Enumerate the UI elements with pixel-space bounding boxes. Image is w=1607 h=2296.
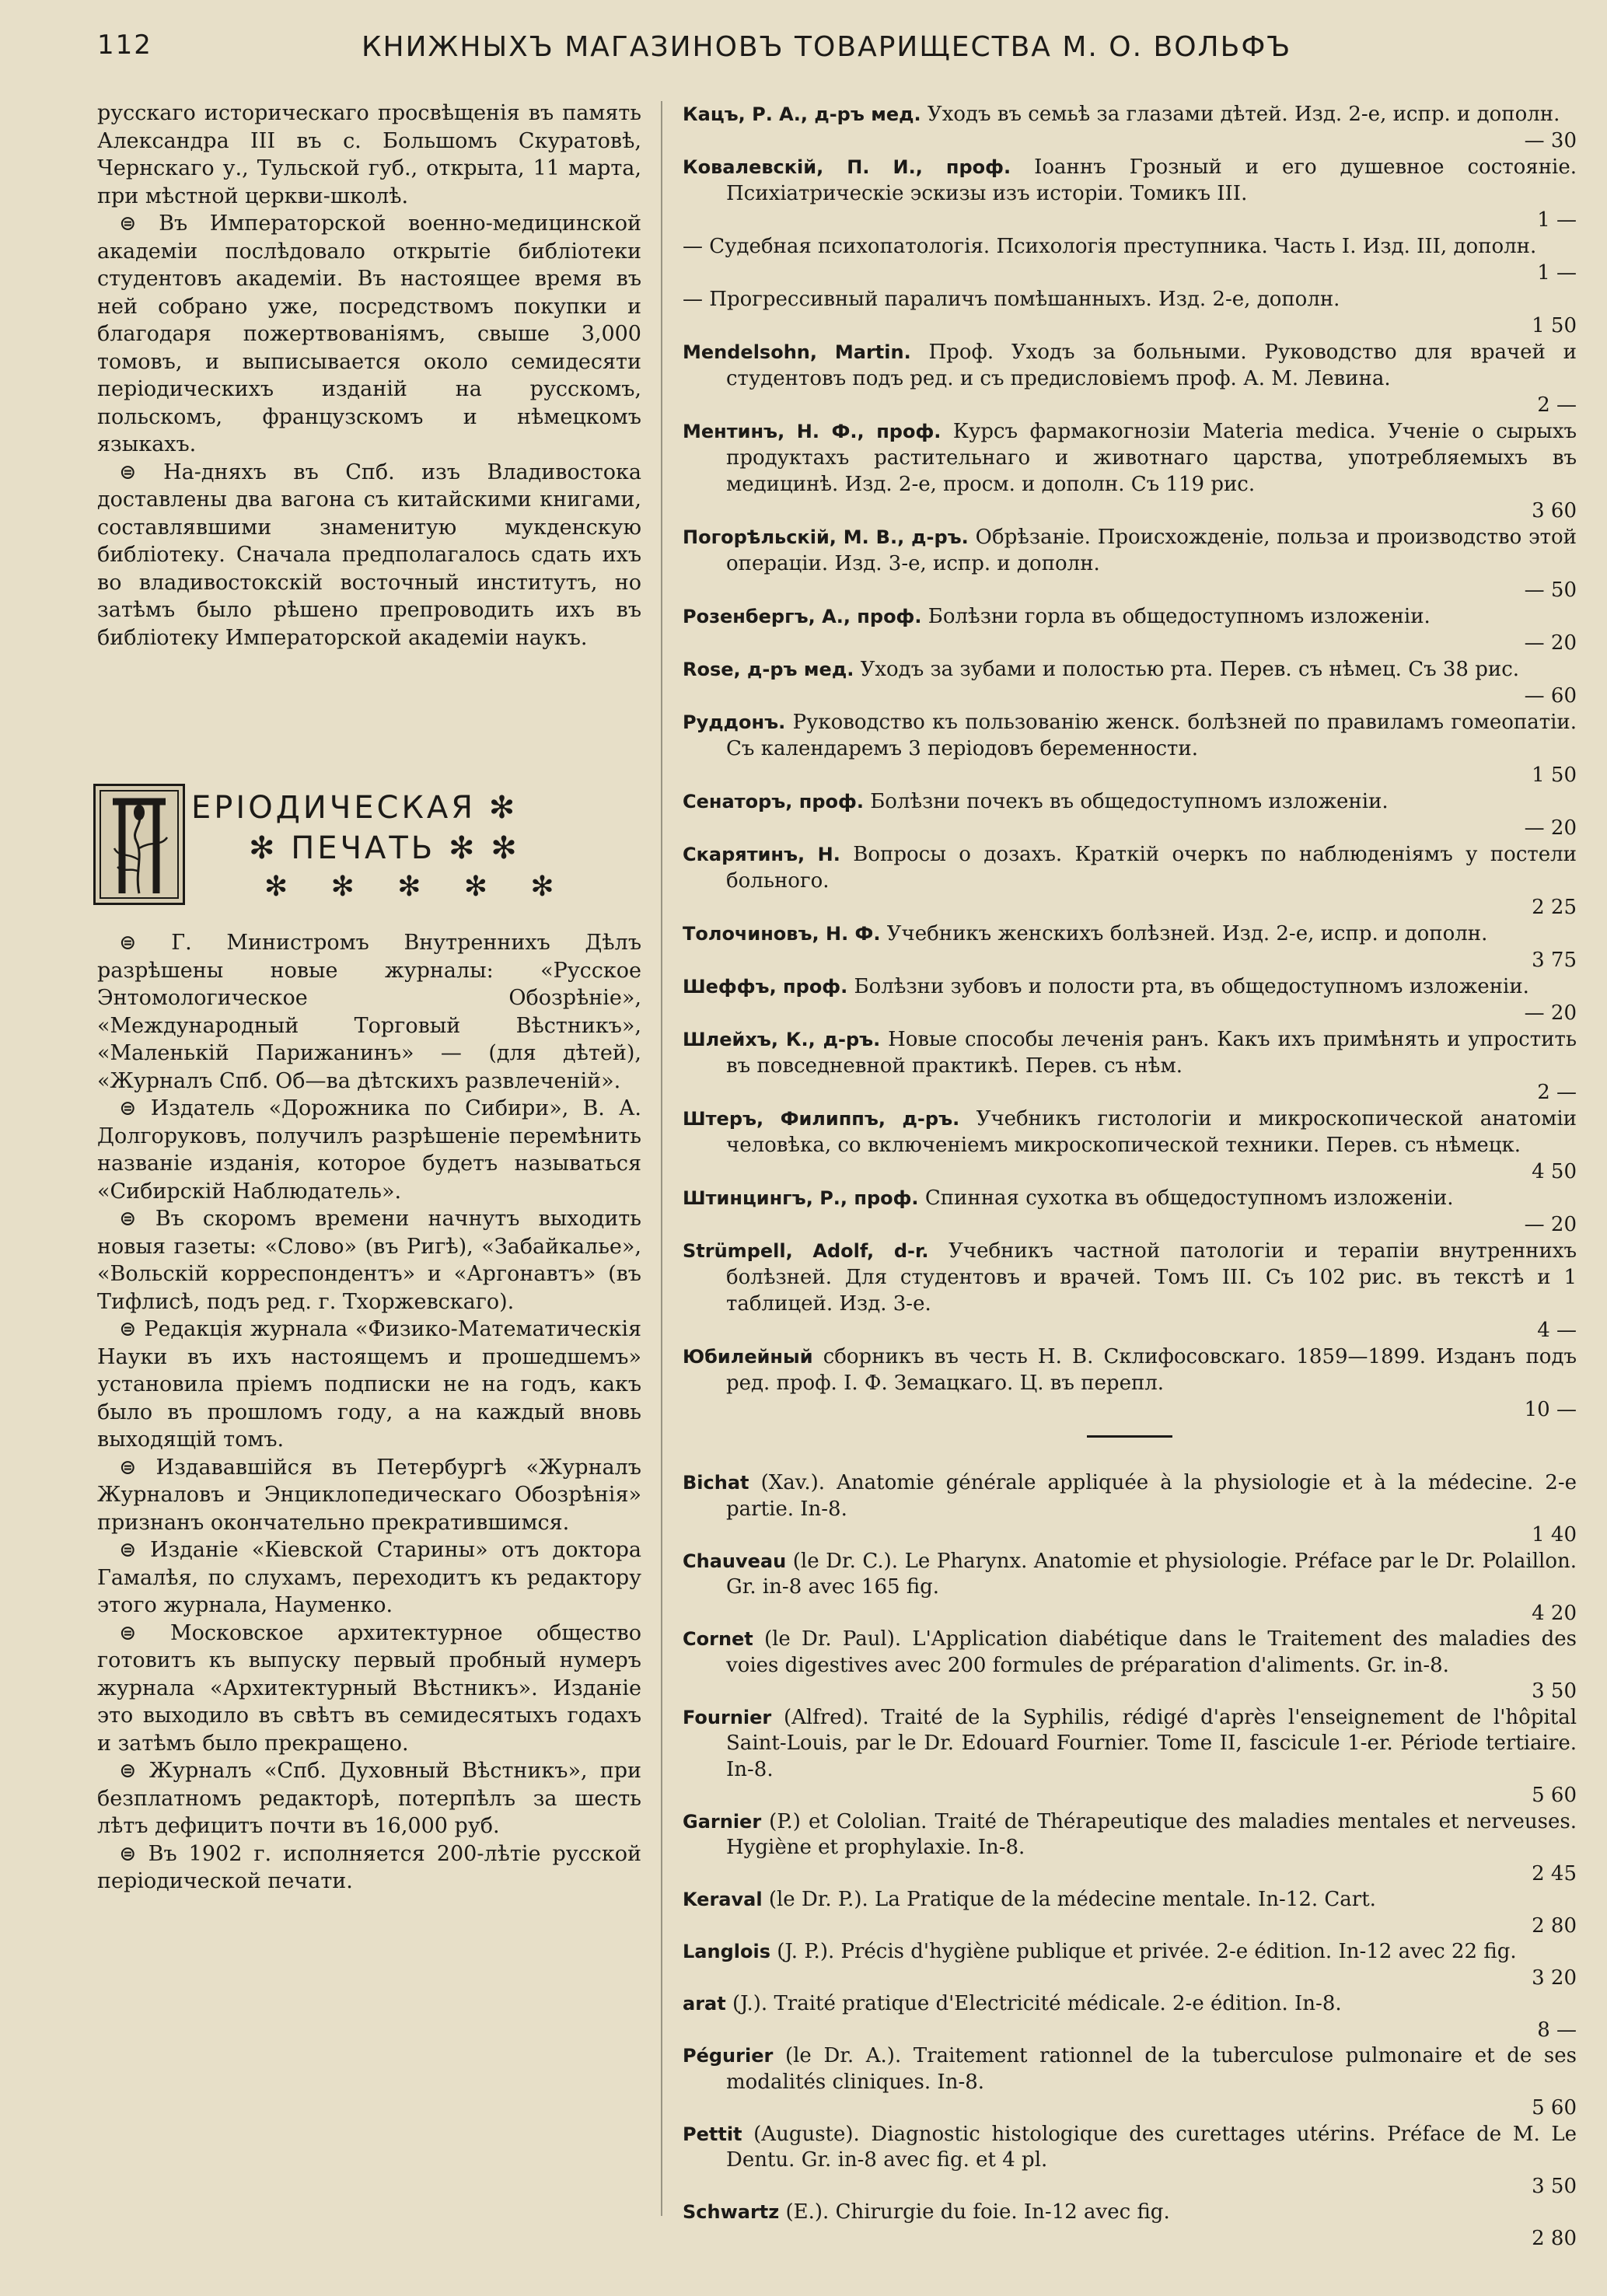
entry-text: Учебникъ женскихъ болѣзней. Изд. 2-е, испр. и дополн. — [886, 922, 1488, 945]
ornamental-initial-p — [93, 784, 185, 905]
news-item: ⊜ Издатель «Дорожника по Сибири», В. А. Долгоруковъ, получилъ разрѣшеніе перемѣнить названіе изданія, которое будетъ называться «Сибирскій Наблюдатель». — [97, 1096, 641, 1204]
entry-price: 4 50 — [1532, 1160, 1577, 1183]
entry-price: 2 — — [1537, 393, 1577, 417]
news-item: ⊜ Редакція журнала «Физико-Математическія Науки въ ихъ настоящемъ и прошедшемъ» установила пріемъ подписки не на годъ, какъ было въ прошломъ году, а на каждый вновь выходящій томъ. — [97, 1317, 641, 1452]
entry-price: 1 — — [1537, 261, 1577, 285]
french-book-entry — [683, 1627, 1577, 1705]
entry-text: Спинная сухотка въ общедоступномъ изложеніи. — [924, 1186, 1454, 1210]
russian-book-entry — [683, 1185, 1577, 1238]
news-item: ⊜ Въ скоромъ времени начнутъ выходить новыя газеты: «Слово» (въ Ригѣ), «Забайкалье», «Вольскій корреспондентъ» и «Аргонавтъ» (въ Тифлисѣ, подъ ред. г. Тхоржевскаго). — [97, 1207, 641, 1314]
section-heading-line3: ✻ ✻ ✻ ✻ ✻ — [264, 871, 571, 903]
entry-text: Руководство къ пользованію женск. болѣзней по правиламъ гомеопатіи. Съ календаремъ 3 періодовъ беременности. — [726, 711, 1577, 760]
entry-author: Юбилейный — [683, 1346, 813, 1368]
russian-book-entry — [683, 339, 1577, 418]
entry-price: 3 75 — [1532, 949, 1577, 972]
paragraph: ⊜ На-дняхъ въ Спб. изъ Владивостока доставлены два вагона съ китайскими книгами, составлявшими знаменитую мукденскую библіотеку. Сначала предполагалось сдать ихъ во владивостокскій восточный институтъ, но затѣмъ было рѣшено препроводить ихъ въ библіотеку Императорской академіи наукъ. — [97, 460, 641, 650]
entry-author: Толочиновъ, Н. Ф. — [683, 923, 881, 945]
russian-book-entry — [683, 1106, 1577, 1185]
entry-price: 10 — — [1524, 1398, 1577, 1421]
entry-price: — 20 — [1524, 1213, 1577, 1236]
entry-author: Pettit — [683, 2123, 742, 2145]
entry-author: Cornet — [683, 1628, 753, 1650]
section-heading-vignette — [93, 784, 591, 908]
russian-book-entry — [683, 101, 1577, 154]
entry-author: Шеффъ, проф. — [683, 976, 848, 998]
entry-text: Обрѣзаніе. Происхожденіе, польза и производство этой операціи. Изд. 3-е, испр. и дополн. — [726, 526, 1577, 575]
entry-author: Langlois — [683, 1941, 770, 1962]
entry-price: 4 20 — [1532, 1601, 1577, 1625]
entry-text: Уходъ въ семьѣ за глазами дѣтей. Изд. 2-е, испр. и дополн. — [927, 103, 1560, 126]
page-number: 112 — [97, 30, 152, 61]
russian-book-entry — [683, 603, 1577, 656]
entry-text: (le Dr. C.). Le Pharynx. Anatomie et physiologie. Préface par le Dr. Polaillon. Gr. in-8 avec 165 fig. — [726, 1549, 1577, 1599]
section-heading-line1: ЕРІОДИЧЕСКАЯ ✻ — [191, 790, 519, 826]
russian-book-entry — [683, 973, 1577, 1026]
entry-author: Rose, д-ръ мед. — [683, 659, 854, 680]
entry-text: Болѣзни зубовъ и полости рта, въ общедоступномъ изложеніи. — [854, 975, 1529, 998]
entry-text: Учебникъ частной патологіи и терапіи внутреннихъ болѣзней. Для студентовъ и врачей. Томъ III. Съ 102 рис. въ текстѣ и 1 таблицей. Изд. 3-е. — [726, 1239, 1577, 1316]
french-book-entry — [683, 1939, 1577, 1991]
entry-price: 5 60 — [1532, 1784, 1577, 1807]
russian-book-list — [683, 101, 1577, 1423]
entry-author: arat — [683, 1993, 726, 2015]
entry-author: Strümpell, Adolf, d-r. — [683, 1240, 929, 1262]
entry-author: Штинцингъ, Р., проф. — [683, 1187, 919, 1209]
french-book-entry — [683, 1705, 1577, 1809]
section-separator — [1087, 1435, 1172, 1438]
entry-text: (le Dr. P.). La Pratique de la médecine mentale. In-12. Cart. — [768, 1888, 1376, 1911]
entry-text: (le Dr. Paul). L'Application diabétique dans le Traitement des maladies des voies digestives avec 200 formules de préparation d'aliments. Gr. in-8. — [726, 1627, 1577, 1677]
russian-book-entry — [683, 1026, 1577, 1106]
russian-book-entry — [683, 788, 1577, 841]
entry-author: Руддонъ. — [683, 711, 786, 733]
entry-text: Курсъ фармакогнозіи Materia medica. Ученіе о сырыхъ продуктахъ растительнаго и животнаго царства, употребляемыхъ въ медицинѣ. Изд. 2-е, просм. и дополн. Съ 119 рис. — [726, 420, 1577, 496]
column-divider — [661, 101, 662, 2216]
russian-book-entry — [683, 418, 1577, 524]
russian-book-entry — [683, 154, 1577, 233]
entry-text: (le Dr. A.). Traitement rationnel de la tuberculose pulmonaire et de ses modalités cliniques. In-8. — [726, 2044, 1577, 2094]
entry-price: 1 40 — [1532, 1523, 1577, 1546]
french-book-entry — [683, 1809, 1577, 1888]
entry-text: Уходъ за зубами и полостью рта. Перев. съ нѣмец. Съ 38 рис. — [860, 658, 1520, 681]
french-book-list — [683, 1470, 1577, 2252]
entry-price: 3 50 — [1532, 2174, 1577, 2198]
entry-text: Болѣзни почекъ въ общедоступномъ изложеніи. — [870, 790, 1389, 813]
entry-text: (Xav.). Anatomie générale appliquée à la physiologie et à la médecine. 2-e partie. In-8. — [726, 1471, 1577, 1521]
entry-author: Кацъ, Р. А., д-ръ мед. — [683, 103, 921, 125]
entry-price: — 60 — [1524, 684, 1577, 708]
russian-book-entry — [683, 286, 1577, 339]
entry-author: Штеръ, Филиппъ, д-ръ. — [683, 1108, 960, 1130]
french-book-entry — [683, 1887, 1577, 1939]
russian-book-entry — [683, 233, 1577, 286]
russian-book-entry — [683, 841, 1577, 921]
entry-author: Garnier — [683, 1810, 762, 1833]
entry-price: 2 25 — [1532, 896, 1577, 919]
entry-price: 1 50 — [1532, 764, 1577, 787]
french-book-entry — [683, 1991, 1577, 2043]
entry-author: Mendelsohn, Martin. — [683, 341, 911, 363]
entry-text: — Прогрессивный параличъ помѣшанныхъ. Изд. 2-е, дополн. — [683, 288, 1340, 311]
running-title: КНИЖНЫХЪ МАГАЗИНОВЪ ТОВАРИЩЕСТВА М. О. ВОЛЬФЪ — [362, 31, 1292, 63]
entry-author: Шлейхъ, К., д-ръ. — [683, 1029, 881, 1050]
entry-text: Іоаннъ Грозный и его душевное состояніе. Психіатрическіе эскизы изъ исторіи. Томикъ III. — [726, 156, 1577, 205]
entry-text: (P.) et Cololian. Traité de Thérapeutique des maladies mentales et nerveuses. Hygiène et prophylaxie. In-8. — [726, 1809, 1577, 1859]
entry-price: 8 — — [1537, 2018, 1577, 2042]
entry-author: Погорѣльскій, М. В., д-ръ. — [683, 526, 969, 548]
entry-price: 3 60 — [1532, 499, 1577, 522]
left-column-news — [97, 929, 641, 1896]
entry-price: 2 45 — [1532, 1861, 1577, 1885]
entry-price: 1 — — [1537, 208, 1577, 232]
entry-text: Учебникъ гистологіи и микроскопической анатоміи человѣка, со включеніемъ микроскопической техники. Перев. съ нѣмецк. — [726, 1107, 1577, 1157]
section-heading-line2: ✻ ПЕЧАТЬ ✻ ✻ — [249, 830, 520, 866]
french-book-entry — [683, 1470, 1577, 1549]
entry-text: сборникъ въ честь Н. В. Склифосовскаго. 1859—1899. Изданъ подъ ред. проф. І. Ф. Земацкаго. Ц. въ перепл. — [726, 1345, 1577, 1395]
entry-price: — 20 — [1524, 1001, 1577, 1025]
russian-book-entry — [683, 656, 1577, 709]
entry-price: 4 — — [1537, 1319, 1577, 1342]
entry-text: Болѣзни горла въ общедоступномъ изложеніи. — [928, 605, 1431, 628]
entry-author: Chauveau — [683, 1550, 787, 1572]
entry-text: (Alfred). Traité de la Syphilis, rédigé d'après l'enseignement de l'hôpital Saint-Louis, par le Dr. Edouard Fournier. Tome II, fascicule 1-er. Période tertiaire. In-8. — [726, 1705, 1577, 1781]
news-item: ⊜ Московское архитектурное общество готовитъ къ выпуску первый пробный нумеръ журнала «Архитектурный Вѣстникъ». Изданіе это выходило въ свѣтъ въ семидесятыхъ годахъ и затѣмъ было прекращено. — [97, 1620, 641, 1756]
paragraph: русскаго историческаго просвѣщенія въ память Александра III въ с. Большомъ Скуратовѣ, Чернскаго у., Тульской губ., открыта, 11 марта, при мѣстной церкви-школѣ. — [97, 101, 641, 208]
entry-text: Новые способы леченія ранъ. Какъ ихъ примѣнять и упростить въ повседневной практикѣ. Перев. съ нѣм. — [726, 1028, 1577, 1078]
french-book-entry — [683, 2043, 1577, 2122]
entry-price: — 20 — [1524, 631, 1577, 655]
entry-price: 3 50 — [1532, 1679, 1577, 1703]
entry-author: Ментинъ, Н. Ф., проф. — [683, 421, 941, 442]
entry-author: Bichat — [683, 1472, 749, 1494]
entry-author: Скарятинъ, Н. — [683, 844, 840, 865]
entry-price: 2 80 — [1532, 1913, 1577, 1938]
news-item: ⊜ Изданіе «Кіевской Старины» отъ доктора Гамалѣя, по слухамъ, переходитъ къ редактору этого журнала, Науменко. — [97, 1538, 641, 1617]
french-book-entry — [683, 2122, 1577, 2200]
entry-price: 2 80 — [1532, 2226, 1577, 2250]
entry-author: Ковалевскій, П. И., проф. — [683, 156, 1011, 178]
french-book-entry — [683, 2200, 1577, 2252]
entry-author: Сенаторъ, проф. — [683, 791, 864, 813]
news-item: ⊜ Журналъ «Спб. Духовный Вѣстникъ», при безплатномъ редакторѣ, потерпѣлъ за шесть лѣтъ дефицитъ почти въ 16,000 руб. — [97, 1759, 641, 1838]
entry-price: 2 — — [1537, 1081, 1577, 1104]
entry-author: Schwartz — [683, 2201, 780, 2223]
entry-price: 3 20 — [1532, 1966, 1577, 1990]
left-column-top — [97, 100, 641, 652]
paragraph: ⊜ Въ Императорской военно-медицинской академіи послѣдовало открытіе библіотеки студентовъ академіи. Въ настоящее время въ ней собрано уже, посредствомъ покупки и благодаря пожертвованіямъ, свыше 3,000 томовъ, и выписывается около семидесяти періодическихъ изданій на русскомъ, польскомъ, французскомъ и нѣмецкомъ языкахъ. — [97, 211, 641, 456]
entry-price: — 30 — [1524, 129, 1577, 152]
russian-book-entry — [683, 1344, 1577, 1423]
russian-book-entry — [683, 921, 1577, 973]
entry-author: Розенбергъ, А., проф. — [683, 606, 922, 627]
entry-text: (J.). Traité pratique d'Electricité médicale. 2-e édition. In-8. — [732, 1992, 1342, 2015]
news-item: ⊜ Въ 1902 г. исполняется 200-лѣтіе русской періодической печати. — [97, 1841, 641, 1893]
right-column — [683, 101, 1577, 2252]
russian-book-entry — [683, 1238, 1577, 1344]
entry-price: — 20 — [1524, 816, 1577, 840]
entry-price: 5 60 — [1532, 2096, 1577, 2120]
entry-price: 1 50 — [1532, 314, 1577, 337]
entry-text: — Судебная психопатологія. Психологія преступника. Часть I. Изд. III, дополн. — [683, 235, 1537, 258]
news-item: ⊜ Г. Министромъ Внутреннихъ Дѣлъ разрѣшены новые журналы: «Русское Энтомологическое Обозрѣніе», «Международный Торговый Вѣстникъ», «Маленькій Парижанинъ» — (для дѣтей), «Журналъ Спб. Об—ва дѣтскихъ развлеченій». — [97, 931, 641, 1093]
entry-author: Pégurier — [683, 2045, 774, 2067]
entry-text: (J. P.). Précis d'hygiène publique et privée. 2-e édition. In-12 avec 22 fig. — [777, 1940, 1517, 1963]
russian-book-entry — [683, 524, 1577, 603]
entry-text: Проф. Уходъ за больными. Руководство для врачей и студентовъ подъ ред. и съ предисловіемъ проф. А. М. Левина. — [726, 341, 1577, 390]
french-book-entry — [683, 1549, 1577, 1627]
entry-price: — 50 — [1524, 578, 1577, 602]
entry-author: Keraval — [683, 1889, 763, 1910]
entry-text: (E.). Chirurgie du foie. In-12 avec fig. — [785, 2200, 1170, 2224]
entry-text: Вопросы о дозахъ. Краткій очеркъ по наблюденіямъ у постели больного. — [726, 843, 1577, 893]
entry-author: Fournier — [683, 1706, 772, 1728]
news-item: ⊜ Издававшійся въ Петербургѣ «Журналъ Журналовъ и Энциклопедическаго Обозрѣнія» признанъ окончательно прекратившимся. — [97, 1455, 641, 1535]
russian-book-entry — [683, 709, 1577, 788]
entry-text: (Auguste). Diagnostic histologique des curettages utérins. Préface de M. Le Dentu. Gr. in-8 avec fig. et 4 pl. — [726, 2122, 1577, 2172]
page-header — [97, 23, 1574, 78]
